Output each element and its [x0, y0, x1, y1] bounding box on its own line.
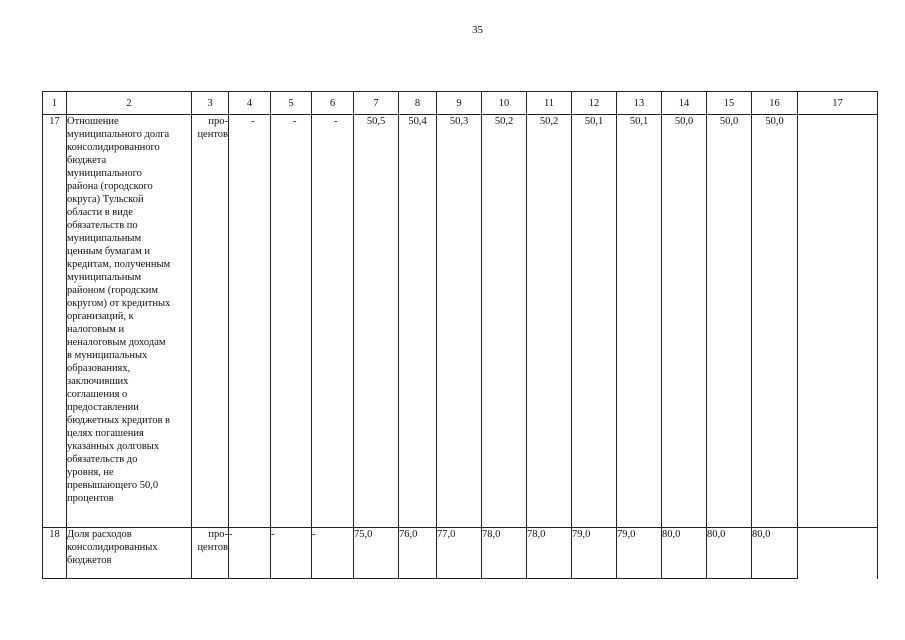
- text-line: округа) Тульской: [67, 194, 144, 205]
- header-cell: 14: [662, 92, 707, 115]
- header-cell: 7: [354, 92, 399, 115]
- text-line: района (городского: [67, 181, 153, 192]
- value-cell: 77,0: [437, 528, 482, 579]
- text-line: предоставлении: [67, 402, 139, 413]
- text-line: соглашения о: [67, 389, 128, 400]
- text-line: образованиях,: [67, 363, 131, 374]
- header-cell: 9: [437, 92, 482, 115]
- text-line: процентов: [67, 493, 114, 504]
- text-line: бюджета: [67, 155, 107, 166]
- row-number: 18: [43, 528, 67, 579]
- header-cell: 17: [798, 92, 878, 115]
- text-line: указанных долговых: [67, 441, 160, 452]
- value-cell: 50,0: [662, 115, 707, 528]
- header-cell: 2: [67, 92, 192, 115]
- value-cell: 80,0: [752, 528, 798, 579]
- text-line: муниципальным: [67, 272, 142, 283]
- text-line: консолидированных: [67, 542, 158, 553]
- text-line: уровня, не: [67, 467, 114, 478]
- value-cell: -: [271, 115, 312, 528]
- value-cell: 78,0: [482, 528, 527, 579]
- value-cell: 50,0: [707, 115, 752, 528]
- value-cell: 79,0: [617, 528, 662, 579]
- value-cell: -: [229, 115, 271, 528]
- text-line: обязательств до: [67, 454, 138, 465]
- text-line: ценным бумагам и: [67, 246, 150, 257]
- empty-cell: [798, 115, 878, 528]
- value-cell: 50,5: [354, 115, 399, 528]
- row-description: [67, 115, 192, 528]
- table-row: [43, 115, 878, 528]
- text-line: налоговым и: [67, 324, 125, 335]
- row-description: [67, 528, 192, 579]
- header-cell: 15: [707, 92, 752, 115]
- text-line: бюджетов: [67, 555, 112, 566]
- value-cell: 80,0: [707, 528, 752, 579]
- indicators-table: [42, 91, 878, 579]
- text-line: организаций, к: [67, 311, 134, 322]
- header-cell: 10: [482, 92, 527, 115]
- text-line: в муниципальных: [67, 350, 148, 361]
- value-cell: 79,0: [572, 528, 617, 579]
- row-unit: [192, 115, 229, 528]
- header-cell: 5: [271, 92, 312, 115]
- row-unit: [192, 528, 229, 579]
- value-cell: 50,1: [617, 115, 662, 528]
- text-line: консолидированного: [67, 142, 160, 153]
- header-cell: 4: [229, 92, 271, 115]
- text-line: обязательств по: [67, 220, 138, 231]
- table-row: [43, 528, 878, 579]
- empty-cell: [798, 528, 878, 579]
- text-line: бюджетных кредитов в: [67, 415, 170, 426]
- header-cell: 1: [43, 92, 67, 115]
- text-line: целях погашения: [67, 428, 144, 439]
- text-line: про-: [208, 116, 228, 127]
- value-cell: 50,4: [399, 115, 437, 528]
- header-row: [43, 92, 878, 115]
- value-cell: -: [229, 528, 271, 579]
- value-cell: 50,2: [482, 115, 527, 528]
- header-cell: 13: [617, 92, 662, 115]
- header-cell: 11: [527, 92, 572, 115]
- header-cell: 12: [572, 92, 617, 115]
- text-line: кредитам, полученным: [67, 259, 171, 270]
- text-line: муниципальным: [67, 233, 142, 244]
- text-line: Доля расходов: [67, 529, 132, 540]
- header-cell: 3: [192, 92, 229, 115]
- value-cell: 76,0: [399, 528, 437, 579]
- value-cell: -: [271, 528, 312, 579]
- text-line: неналоговым доходам: [67, 337, 166, 348]
- text-line: про-: [208, 529, 228, 540]
- text-line: муниципального: [67, 168, 142, 179]
- text-line: центов: [197, 129, 228, 140]
- value-cell: 75,0: [354, 528, 399, 579]
- text-line: муниципального долга: [67, 129, 170, 140]
- value-cell: 50,3: [437, 115, 482, 528]
- value-cell: 50,2: [527, 115, 572, 528]
- header-cell: 6: [312, 92, 354, 115]
- value-cell: -: [312, 115, 354, 528]
- text-line: превышающего 50,0: [67, 480, 159, 491]
- value-cell: 80,0: [662, 528, 707, 579]
- page-number: 35: [472, 24, 483, 36]
- text-line: округом) от кредитных: [67, 298, 171, 309]
- header-cell: 16: [752, 92, 798, 115]
- text-line: районом (городским: [67, 285, 159, 296]
- value-cell: 50,0: [752, 115, 798, 528]
- text-line: центов: [197, 542, 228, 553]
- value-cell: 50,1: [572, 115, 617, 528]
- value-cell: 78,0: [527, 528, 572, 579]
- text-line: заключивших: [67, 376, 129, 387]
- value-cell: -: [312, 528, 354, 579]
- text-line: Отношение: [67, 116, 119, 127]
- row-number: 17: [43, 115, 67, 528]
- header-cell: 8: [399, 92, 437, 115]
- text-line: области в виде: [67, 207, 133, 218]
